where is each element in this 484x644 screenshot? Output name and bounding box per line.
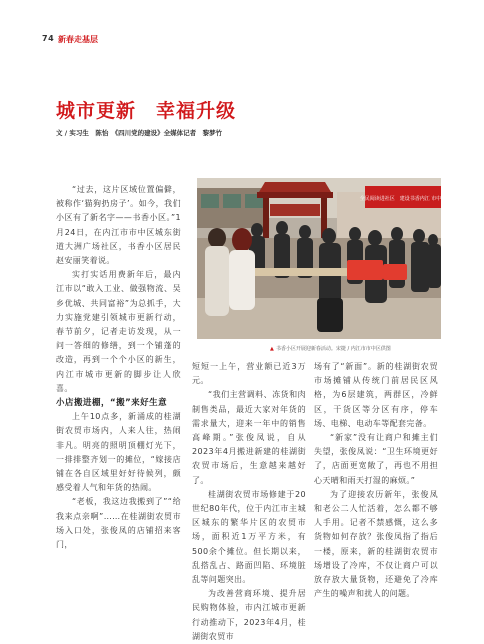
article-byline: 文 / 实习生 陈怡 《四川党的建设》全媒体记者 黎梦竹 bbox=[56, 129, 223, 137]
caption-text: 书香小区开展迎新春活动。宋捷 / 内江市市中区供图 bbox=[275, 346, 391, 352]
paragraph: “老板，我这边我搬到了”“给我来点亲啊”……在桂湖街农贸市场入口处，张俊凤的店铺招来客门， bbox=[56, 497, 181, 550]
paragraph: “过去，这片区域位置偏僻，被称作‘猫狗扔房子’。如今，我们小区有了新名字——书香小区。”1月24日，在内江市市中区城东街道大洲广场社区，书香小区居民赵安丽笑着说。 bbox=[56, 185, 181, 266]
paragraph: 桂湖街农贸市场修建于20世纪80年代，位于内江市主城区城东的繁华片区的农贸市场，面积近1万平方米，有500余个摊位。但长期以来，乱搭乱占、路面凹陷、环境脏乱等问题突出。 bbox=[192, 489, 306, 585]
paragraph: 短短一上午，营业额已近3万元。 bbox=[192, 362, 306, 386]
paragraph: “新家”没有让商户和摊主们失望，张俊凤说：“卫生环境更好了，店面更宽敞了，再也不用担心天晴和雨天打湿的麻烦。” bbox=[314, 433, 438, 485]
page-number: 74 bbox=[42, 34, 55, 43]
paragraph: 上午10点多，新涌成的桂湖街农贸市场内，人来人往，热闹非凡。明亮的照明顶棚灯光下，一排排整齐划一的摊位，“嫁接店铺在各自区域里好好待候列，颇感受着人气和年货的热闹。 bbox=[56, 412, 181, 493]
section-subhead: 小店搬进棚，“搬”来好生意 bbox=[56, 398, 168, 409]
article-photo bbox=[197, 178, 447, 339]
paragraph: “我们主营调料、冻货和肉制售类品，最近大家对年货的需求量大，迎来一年中的销售高峰期。”张俊凤说，自从2023年4月搬进新建的桂湖街农贸市场后，生意越来越好了。 bbox=[192, 390, 306, 485]
photo-caption bbox=[270, 345, 391, 352]
paragraph: 为了迎接农历新年，张俊凤和老公二人忙活着，怎么都不够人手用。记者不禁感慨，这么多货物如何存放？张俊凤指了指后一楼，原来，新的桂湖街农贸市场增设了冷库，不仅让商户可以放存放大量货物，还避免了冷库产生的噪声和扰人的问题。 bbox=[314, 489, 438, 599]
paragraph: 为改善营商环境、提升居民购物体验，市内江城市更新行动推动下，2023年4月，桂湖街农贸市 bbox=[192, 589, 306, 641]
banner-text: 全民阅读进社区 建设书香内江 市中区 bbox=[359, 196, 447, 202]
column-2 bbox=[192, 360, 306, 641]
section-label: 新春走基层 bbox=[58, 35, 98, 44]
article-title: 城市更新 幸福升级 bbox=[56, 100, 237, 122]
caption-marker-icon: ▲ bbox=[270, 346, 274, 352]
column-1 bbox=[56, 183, 181, 623]
paragraph: 场有了“新面”。新的桂湖街农贸市场摊铺从传统门前居民区风格，为6层建筑，两群区，冷鲜区，干货区等分区有序，停车场、电梯、电动车等配套完备。 bbox=[314, 362, 438, 428]
paragraph: 实打实话用费新年后，最内江市以“敢入工业、做强物流、吴乡优城、共同富裕”为总抓手，大力实施党建引领城市更新行动，春节前夕，记者走访发现，从一问一答细的修缮，到一个铺蓬的改造，再到一个个小区的新生，内江市城市更新的脚步让人欣喜。 bbox=[56, 270, 181, 393]
column-3 bbox=[314, 360, 438, 618]
